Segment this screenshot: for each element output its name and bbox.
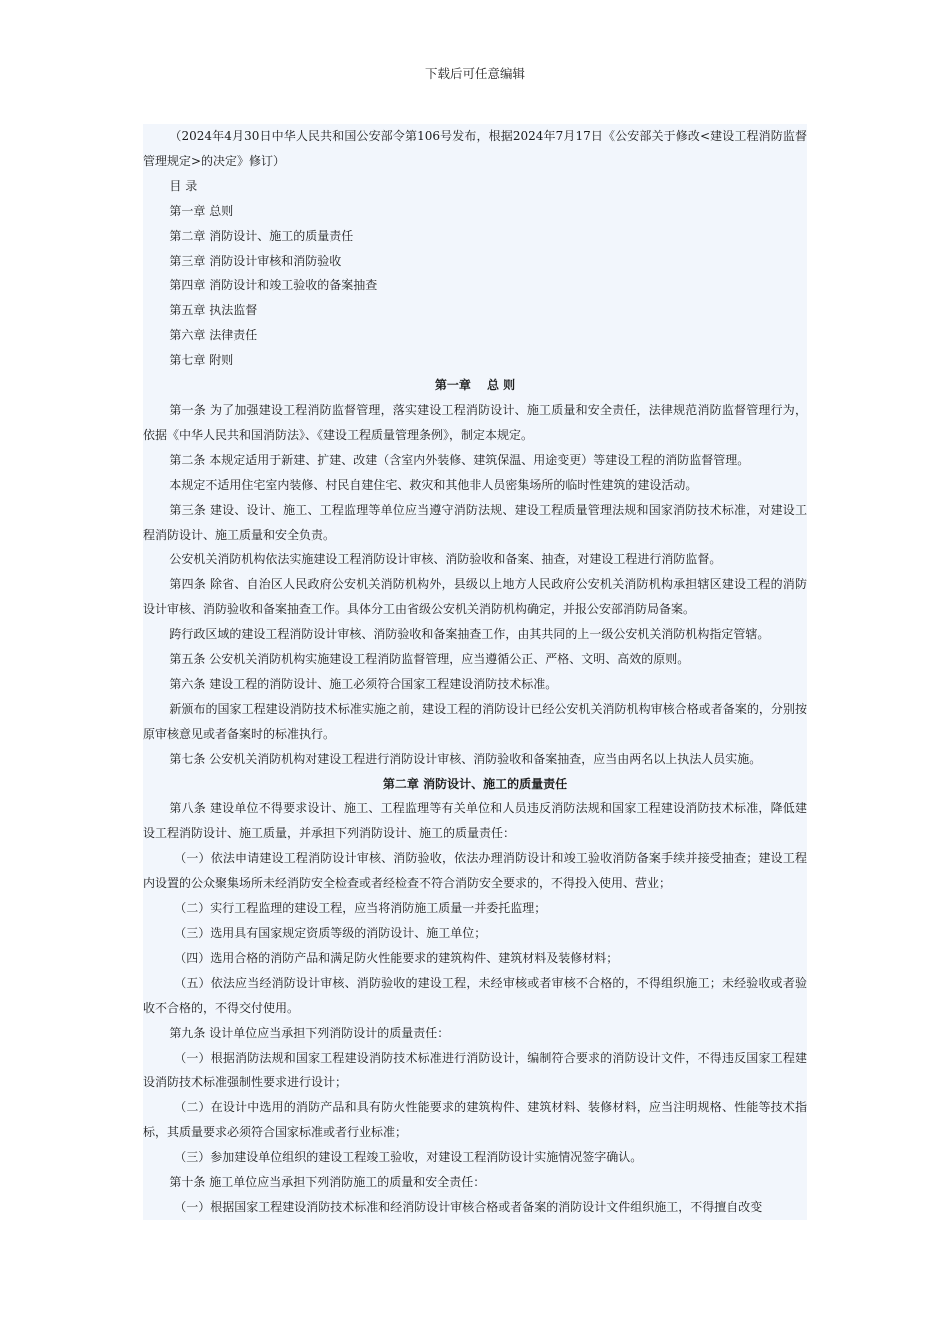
list-item: （三）参加建设单位组织的建设工程竣工验收，对建设工程消防设计实施情况签字确认。 [174,1150,643,1165]
list-item: （五）依法应当经消防设计审核、消防验收的建设工程，未经审核或者审核不合格的，不得组织施工；未经验收或者验收不合格的，不得交付使用。 [143,975,807,1015]
paragraph: 第一条 为了加强建设工程消防监督管理，落实建设工程消防设计、施工质量和安全责任，法律规范消防监督管理行为，依据《中华人民共和国消防法》、《建设工程质量管理条例》，制定本规定。 [143,402,807,442]
list-item: （一）根据消防法规和国家工程建设消防技术标准进行消防设计，编制符合要求的消防设计文件，不得违反国家工程建设消防技术标准强制性要求进行设计； [143,1050,807,1090]
paragraph: 公安机关消防机构依法实施建设工程消防设计审核、消防验收和备案、抽查，对建设工程进行消防监督。 [169,552,722,567]
paragraph: 第四条 除省、自治区人民政府公安机关消防机构外，县级以上地方人民政府公安机关消防机构承担辖区建设工程的消防设计审核、消防验收和备案抽查工作。具体分工由省级公安机关消防机构确定，并报公安部消防局备案。 [143,577,807,617]
paragraph: 跨行政区域的建设工程消防设计审核、消防验收和备案抽查工作，由其共同的上一级公安机关消防机构指定管辖。 [169,627,770,642]
list-item: （三）选用具有国家规定资质等级的消防设计、施工单位； [174,926,487,940]
paragraph: 第九条 设计单位应当承担下列消防设计的质量责任： [169,1025,450,1040]
paragraph: 第二条 本规定适用于新建、扩建、改建（含室内外装修、建筑保温、用途变更）等建设工程的消防监督管理。 [169,452,750,467]
paragraph: （2024年4月30日中华人民共和国公安部令第106号发布，根据2024年7月17日《公安部关于修改<建设工程消防监督管理规定>的决定》修订） [143,129,807,168]
list-item: （二）实行工程监理的建设工程，应当将消防施工质量一并委托监理； [174,901,547,916]
list-item: （四）选用合格的消防产品和满足防火性能要求的建筑构件、建筑材料及装修材料； [174,950,619,965]
paragraph: 第三条 建设、设计、施工、工程监理等单位应当遵守消防法规、建设工程质量管理法规和国家消防技术标准，对建设工程消防设计、施工质量和安全负责。 [143,502,807,542]
toc-item: 第一章 总则 [169,203,234,218]
list-item: （一）依法申请建设工程消防设计审核、消防验收，依法办理消防设计和竣工验收消防备案手续并接受抽查；建设工程内设置的公众聚集场所未经消防安全检查或者经检查不符合消防安全要求的，不得投入使用、营业； [143,851,807,891]
paragraph: 第七条 公安机关消防机构对建设工程进行消防设计审核、消防验收和备案抽查，应当由两名以上执法人员实施。 [169,751,762,766]
toc-item: 第六章 法律责任 [169,328,258,343]
toc-item: 第五章 执法监督 [169,303,258,318]
paragraph: 新颁布的国家工程建设消防技术标准实施之前，建设工程的消防设计已经公安机关消防机构审核合格或者备案的，分别按原审核意见或者备案时的标准执行。 [143,701,807,741]
chapter-heading: 第二章 消防设计、施工的质量责任 [382,776,568,791]
page-header: 下载后可任意编辑 [424,66,525,81]
paragraph: 第八条 建设单位不得要求设计、施工、工程监理等有关单位和人员违反消防法规和国家工程建设消防技术标准，降低建设工程消防设计、施工质量，并承担下列消防设计、施工的质量责任： [143,801,807,841]
toc-item: 第四章 消防设计和竣工验收的备案抽查 [169,278,378,293]
toc-item: 第三章 消防设计审核和消防验收 [169,253,342,268]
toc-item: 第二章 消防设计、施工的质量责任 [169,228,354,243]
paragraph: 第五条 公安机关消防机构实施建设工程消防监督管理，应当遵循公正、严格、文明、高效的原则。 [169,652,690,667]
list-item: （二）在设计中选用的消防产品和具有防火性能要求的建筑构件、建筑材料、装修材料，应当注明规格、性能等技术指标，其质量要求必须符合国家标准或者行业标准； [143,1100,807,1140]
paragraph: 第六条 建设工程的消防设计、施工必须符合国家工程建设消防技术标准。 [169,676,558,691]
toc-item: 目 录 [169,178,198,193]
list-item: （一）根据国家工程建设消防技术标准和经消防设计审核合格或者备案的消防设计文件组织施工，不得擅自改变 [174,1199,763,1214]
toc-item: 第七章 附则 [169,353,234,368]
paragraph: 本规定不适用住宅室内装修、村民自建住宅、救灾和其他非人员密集场所的临时性建筑的建设活动。 [169,477,698,492]
document-body [143,124,807,1220]
paragraph: 第十条 施工单位应当承担下列消防施工的质量和安全责任： [169,1175,486,1190]
chapter-heading: 第一章 总 则 [434,378,516,393]
